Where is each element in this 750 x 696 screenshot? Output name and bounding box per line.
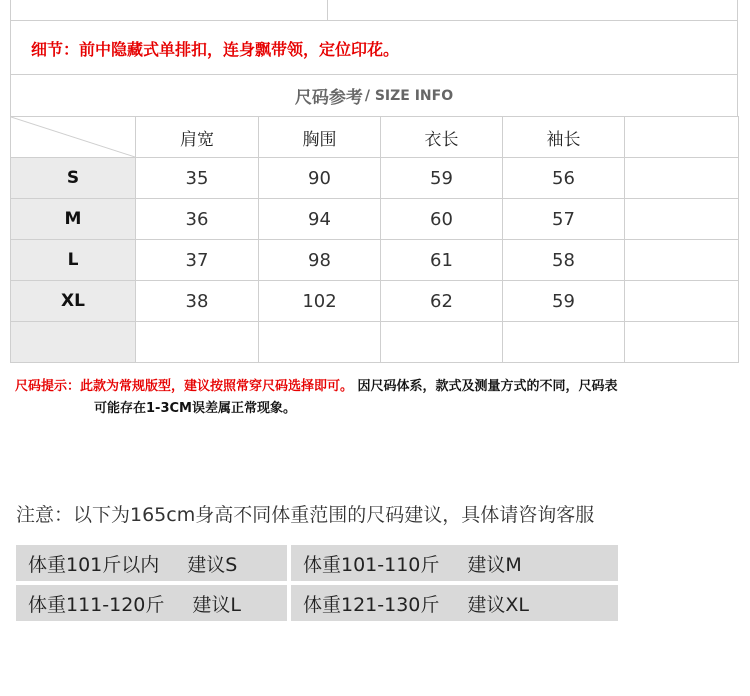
column-header-length: 衣长 — [381, 117, 503, 158]
table-cell: 35 — [136, 158, 259, 199]
table-row — [11, 158, 739, 199]
empty-cell — [381, 322, 503, 363]
empty-cell — [625, 240, 739, 281]
size-tip-text: 因尺码体系，款式及测量方式的不同，尺码表 — [357, 379, 618, 394]
size-label: S — [11, 158, 136, 199]
weight-range: 体重101斤以内 — [28, 553, 160, 576]
empty-size-label — [11, 322, 136, 363]
size-label: L — [11, 240, 136, 281]
table-cell: 94 — [259, 199, 381, 240]
empty-cell — [625, 322, 739, 363]
table-cell: 62 — [381, 281, 503, 322]
suggested-size: 建议M — [467, 553, 522, 576]
table-corner-cell — [11, 117, 136, 158]
weight-suggestion-s — [16, 545, 287, 581]
detail-text: 细节：前中隐藏式单排扣，连身飘带领，定位印花。 — [31, 40, 400, 59]
column-header-sleeve: 袖长 — [503, 117, 625, 158]
table-cell: 38 — [136, 281, 259, 322]
size-info-title-en: / SIZE INFO — [364, 87, 454, 104]
table-row — [11, 281, 739, 322]
weight-range: 体重121-130斤 — [303, 593, 440, 616]
table-row — [11, 240, 739, 281]
size-label: M — [11, 199, 136, 240]
detail-section — [10, 21, 738, 75]
suggested-size: 建议XL — [467, 593, 529, 616]
table-row — [11, 199, 739, 240]
size-info-header — [10, 75, 738, 116]
top-table-remnant — [10, 0, 738, 21]
table-cell: 37 — [136, 240, 259, 281]
weight-note: 注意：以下为165cm身高不同体重范围的尺码建议，具体请咨询客服 — [16, 504, 595, 526]
size-chart-table — [10, 116, 739, 363]
size-label: XL — [11, 281, 136, 322]
empty-cell — [625, 117, 739, 158]
weight-range: 体重111-120斤 — [28, 593, 165, 616]
table-cell: 98 — [259, 240, 381, 281]
size-tip-highlight: 尺码提示：此款为常规版型，建议按照常穿尺码选择即可。 — [15, 379, 354, 394]
empty-cell — [136, 322, 259, 363]
table-cell: 58 — [503, 240, 625, 281]
suggested-size: 建议L — [192, 593, 241, 616]
column-header-shoulder: 肩宽 — [136, 117, 259, 158]
size-tip-line2: 可能存在1-3CM误差属正常现象。 — [94, 401, 296, 416]
column-header-bust: 胸围 — [259, 117, 381, 158]
table-cell: 59 — [381, 158, 503, 199]
size-tip — [15, 376, 618, 398]
weight-suggestion-xl — [291, 585, 618, 621]
table-divider — [327, 0, 328, 21]
diagonal-line — [11, 117, 135, 157]
empty-cell — [259, 322, 381, 363]
table-cell: 60 — [381, 199, 503, 240]
empty-cell — [625, 158, 739, 199]
empty-cell — [503, 322, 625, 363]
table-header-row — [11, 117, 739, 158]
weight-suggestion-l — [16, 585, 287, 621]
suggested-size: 建议S — [187, 553, 238, 576]
weight-suggestion-m — [291, 545, 618, 581]
table-cell: 36 — [136, 199, 259, 240]
table-cell: 56 — [503, 158, 625, 199]
table-cell: 61 — [381, 240, 503, 281]
table-cell: 59 — [503, 281, 625, 322]
table-cell: 90 — [259, 158, 381, 199]
size-info-title-cn: 尺码参考 — [294, 88, 363, 108]
empty-cell — [625, 281, 739, 322]
empty-cell — [625, 199, 739, 240]
table-cell: 57 — [503, 199, 625, 240]
table-row-empty — [11, 322, 739, 363]
table-cell: 102 — [259, 281, 381, 322]
weight-range: 体重101-110斤 — [303, 553, 440, 576]
